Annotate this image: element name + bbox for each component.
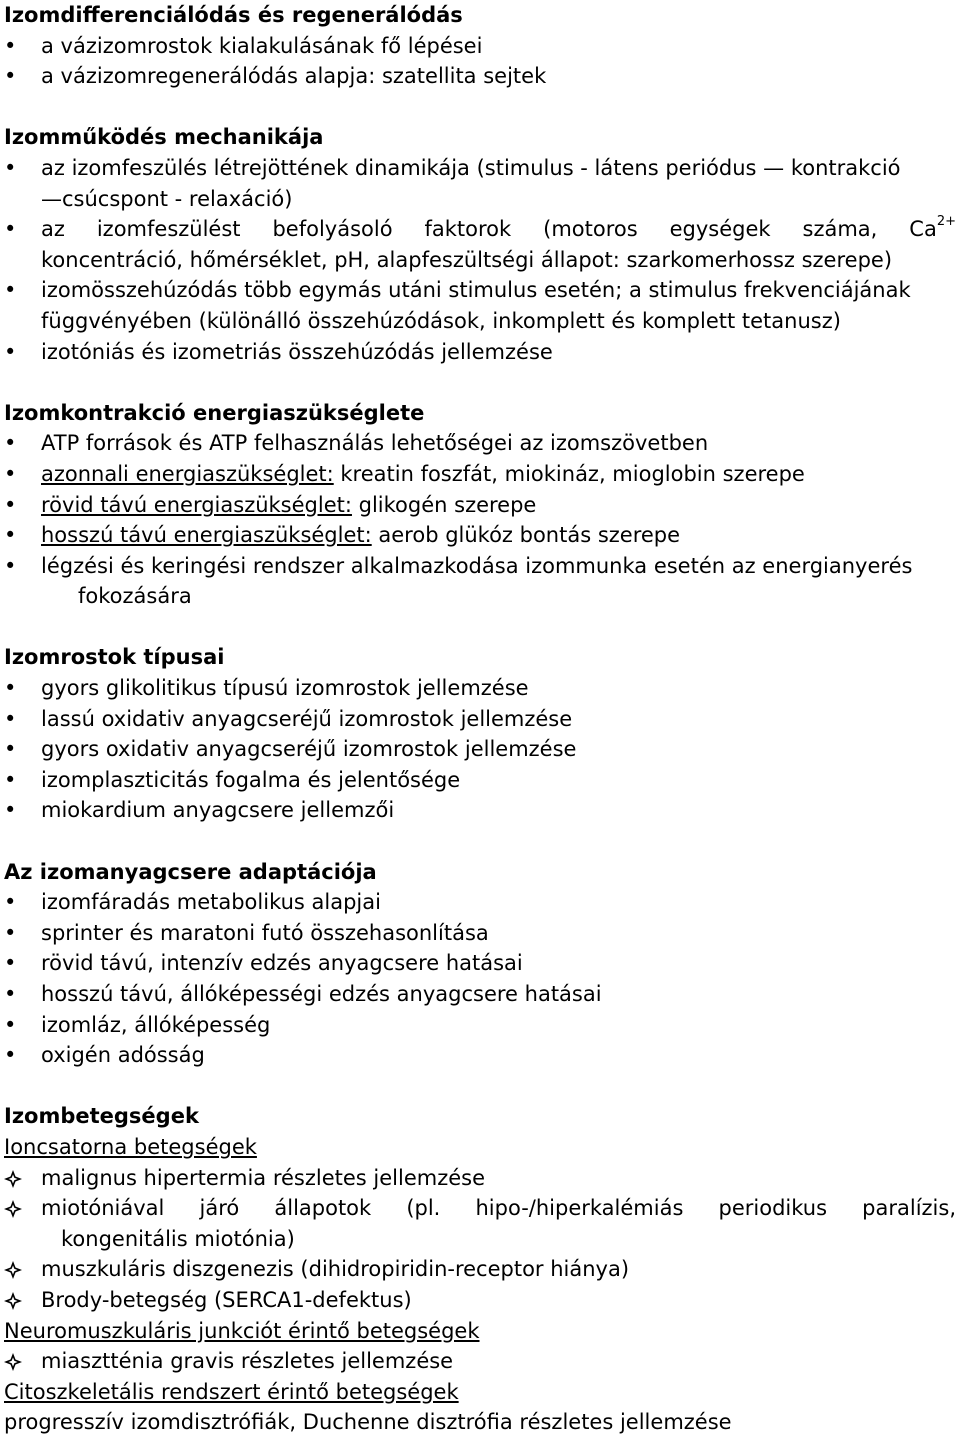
list-item: • gyors glikolitikus típusú izomrostok jellemzése: [4, 673, 956, 704]
diamond-list-item: Brody-betegség (SERCA1-defektus): [4, 1285, 956, 1316]
section-heading: Az izomanyagcsere adaptációja: [4, 859, 377, 884]
underlined-term: rövid távú energiaszükséglet:: [41, 492, 352, 517]
list-item-continuation: koncentráció, hőmérséklet, pH, alapfeszültségi állapot: szarkomerhossz szerepe): [41, 247, 893, 272]
word: periodikus: [718, 1196, 828, 1221]
list-item: • a vázizomregenerálódás alapja: szatellita sejtek: [4, 61, 956, 92]
list-item: • rövid távú energiaszükséglet: glikogén szerepe: [4, 490, 956, 521]
diamond-bullet-icon: [4, 1292, 22, 1310]
subsection-heading: Neuromuszkuláris junkciót érintő betegségek: [4, 1318, 480, 1343]
list-item-continuation: fokozására: [78, 584, 192, 609]
diamond-bullet-icon: [4, 1170, 22, 1188]
section-heading: Izombetegségek: [4, 1104, 199, 1129]
subsection-heading: Ioncsatorna betegségek: [4, 1134, 257, 1159]
list-item-continuation: függvényében (különálló összehúzódások, inkomplett és komplett tetanusz): [41, 308, 841, 333]
section-heading: Izomműködés mechanikája: [4, 125, 324, 150]
list-item: • az izomfeszülés létrejöttének dinamikája (stimulus - látens periódus — kontrakció: [4, 153, 956, 184]
underlined-term: hosszú távú energiaszükséglet:: [41, 523, 372, 548]
list-item: • hosszú távú energiaszükséglet: aerob glükóz bontás szerepe: [4, 520, 956, 551]
word: száma,: [802, 217, 878, 242]
word: hipo-/hiperkalémiás: [475, 1196, 684, 1221]
list-item: [4, 214, 956, 245]
word: miotóniával: [41, 1196, 165, 1221]
list-item: • lassú oxidativ anyagcseréjű izomrostok jellemzése: [4, 704, 956, 735]
diamond-list-item: malignus hipertermia részletes jellemzése: [4, 1163, 956, 1194]
word: járó: [199, 1196, 240, 1221]
subsection-heading: Citoszkeletális rendszert érintő betegségek: [4, 1379, 459, 1404]
diamond-list-item: miasztténia gravis részletes jellemzése: [4, 1346, 956, 1377]
list-item: • sprinter és maratoni futó összehasonlítása: [4, 918, 956, 949]
diamond-bullet-icon: [4, 1353, 22, 1371]
word: • az: [41, 217, 65, 242]
list-item: • a vázizomrostok kialakulásának fő lépései: [4, 31, 956, 62]
list-item: • izomösszehúzódás több egymás utáni stimulus esetén; a stimulus frekvenciájának: [4, 275, 956, 306]
list-item: • izomplaszticitás fogalma és jelentősége: [4, 765, 956, 796]
word: (pl.: [406, 1196, 441, 1221]
word: (motoros: [543, 217, 638, 242]
list-item: • gyors oxidativ anyagcseréjű izomrostok jellemzése: [4, 734, 956, 765]
document-page: [4, 0, 956, 1438]
word: egységek: [669, 217, 771, 242]
section-heading: Izomdifferenciálódás és regenerálódás: [4, 3, 463, 27]
list-item-continuation: kongenitális miotónia): [61, 1226, 295, 1251]
section-heading: Izomrostok típusai: [4, 645, 225, 670]
list-item: • miokardium anyagcsere jellemzői: [4, 795, 956, 826]
list-item: • oxigén adósság: [4, 1040, 956, 1071]
word: befolyásoló: [272, 217, 393, 242]
list-item: • hosszú távú, állóképességi edzés anyagcsere hatásai: [4, 979, 956, 1010]
underlined-term: azonnali energiaszükséglet:: [41, 461, 334, 486]
list-item: • azonnali energiaszükséglet: kreatin foszfát, miokináz, mioglobin szerepe: [4, 459, 956, 490]
list-item: • izomláz, állóképesség: [4, 1010, 956, 1041]
word: faktorok: [424, 217, 512, 242]
word: állapotok: [274, 1196, 372, 1221]
diamond-bullet-icon: [4, 1200, 22, 1218]
list-item: • légzési és keringési rendszer alkalmazkodása izommunka esetén az energianyerés: [4, 551, 956, 582]
justified-line: [41, 214, 956, 245]
justified-line: [41, 1193, 956, 1224]
plain-line: progresszív izomdisztrófiák, Duchenne disztrófia részletes jellemzése: [4, 1410, 732, 1435]
diamond-bullet-icon: [4, 1261, 22, 1279]
list-item: • ATP források és ATP felhasználás lehetőségei az izomszövetben: [4, 428, 956, 459]
list-item-continuation: —csúcspont - relaxáció): [41, 186, 293, 211]
word: paralízis,: [862, 1196, 956, 1221]
section-heading: Izomkontrakció energiaszükséglete: [4, 400, 425, 425]
list-item: • rövid távú, intenzív edzés anyagcsere hatásai: [4, 948, 956, 979]
list-item: • izotóniás és izometriás összehúzódás jellemzése: [4, 337, 956, 368]
list-item: • izomfáradás metabolikus alapjai: [4, 887, 956, 918]
diamond-list-item: [4, 1193, 956, 1224]
diamond-list-item: muszkuláris diszgenezis (dihidropiridin-receptor hiánya): [4, 1254, 956, 1285]
word: izomfeszülést: [96, 217, 241, 242]
calcium-ion: $Ca^{2+}$: [909, 214, 956, 242]
